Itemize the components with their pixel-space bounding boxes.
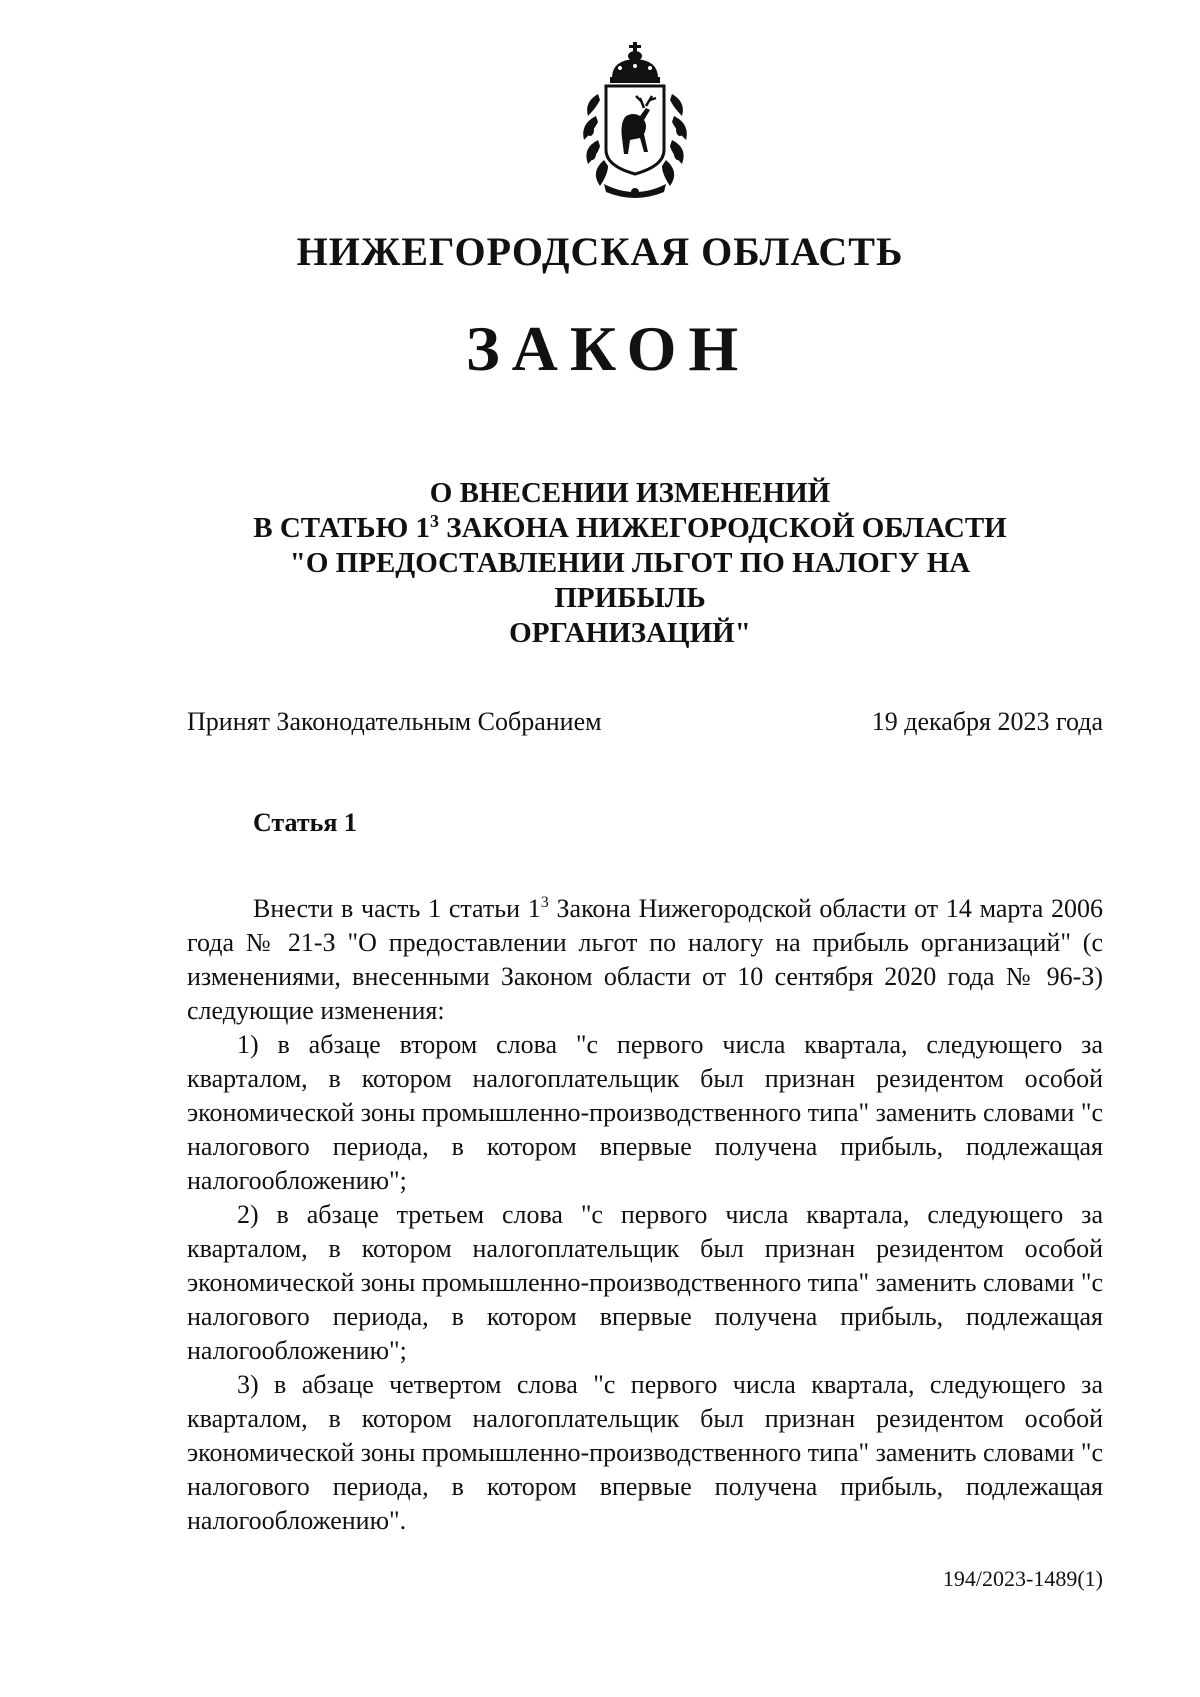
region-name: НИЖЕГОРОДСКАЯ ОБЛАСТЬ bbox=[296, 229, 904, 274]
amendment-item: 3) в абзаце четвертом слова "с первого числа квартала, следующего за кварталом, в котором налогоплательщик был признан резидентом особой экономической зоны промышленно-производственного типа" заменить словами "с налогового периода, в котором впервые получена прибыль, подлежащая налогообложению". bbox=[187, 1370, 1103, 1535]
article-heading: Статья 1 bbox=[253, 808, 357, 837]
document-number: 194/2023-1489(1) bbox=[942, 1566, 1103, 1591]
adoption-line bbox=[187, 707, 1103, 737]
subject-line-1: О ВНЕСЕНИИ ИЗМЕНЕНИЙ bbox=[429, 477, 831, 509]
amendment-item: 2) в абзаце третьем слова "с первого числа квартала, следующего за кварталом, в котором налогоплательщик был признан резидентом особой экономической зоны промышленно-производственного типа" заменить словами "с налогового периода, в котором впервые получена прибыль, подлежащая налогообложению"; bbox=[187, 1200, 1103, 1365]
subject-line-4: ОРГАНИЗАЦИЙ" bbox=[509, 617, 751, 649]
subject-line-3: "О ПРЕДОСТАВЛЕНИИ ЛЬГОТ ПО НАЛОГУ НА ПРИБЫЛЬ bbox=[289, 547, 971, 614]
document-type-title: ЗАКОН bbox=[465, 313, 751, 384]
subject-line-2: В СТАТЬЮ $1^3$ ЗАКОНА НИЖЕГОРОДСКОЙ ОБЛАСТИ bbox=[253, 511, 1007, 544]
law-subject-heading bbox=[220, 476, 1040, 651]
adopting-body: Принят Законодательным Собранием bbox=[187, 707, 602, 736]
coat-of-arms-icon bbox=[560, 42, 710, 200]
adoption-date: 19 декабря 2023 года bbox=[871, 707, 1103, 736]
amendment-item: 1) в абзаце втором слова "с первого числа квартала, следующего за кварталом, в котором налогоплательщик был признан резидентом особой экономической зоны промышленно-производственного типа" заменить словами "с налогового периода, в котором впервые получена прибыль, подлежащая налогообложению"; bbox=[187, 1030, 1103, 1195]
article-intro-paragraph: Внести в часть 1 статьи $1^3$ Закона Нижегородской области от 14 марта 2006 года № 21-З "О предоставлении льгот по налогу на прибыль организаций" (с изменениями, внесенными Законом области от 10 сентября 2020 года № 96-З) следующие изменения: bbox=[187, 894, 1103, 1025]
article-body bbox=[187, 892, 1103, 1538]
